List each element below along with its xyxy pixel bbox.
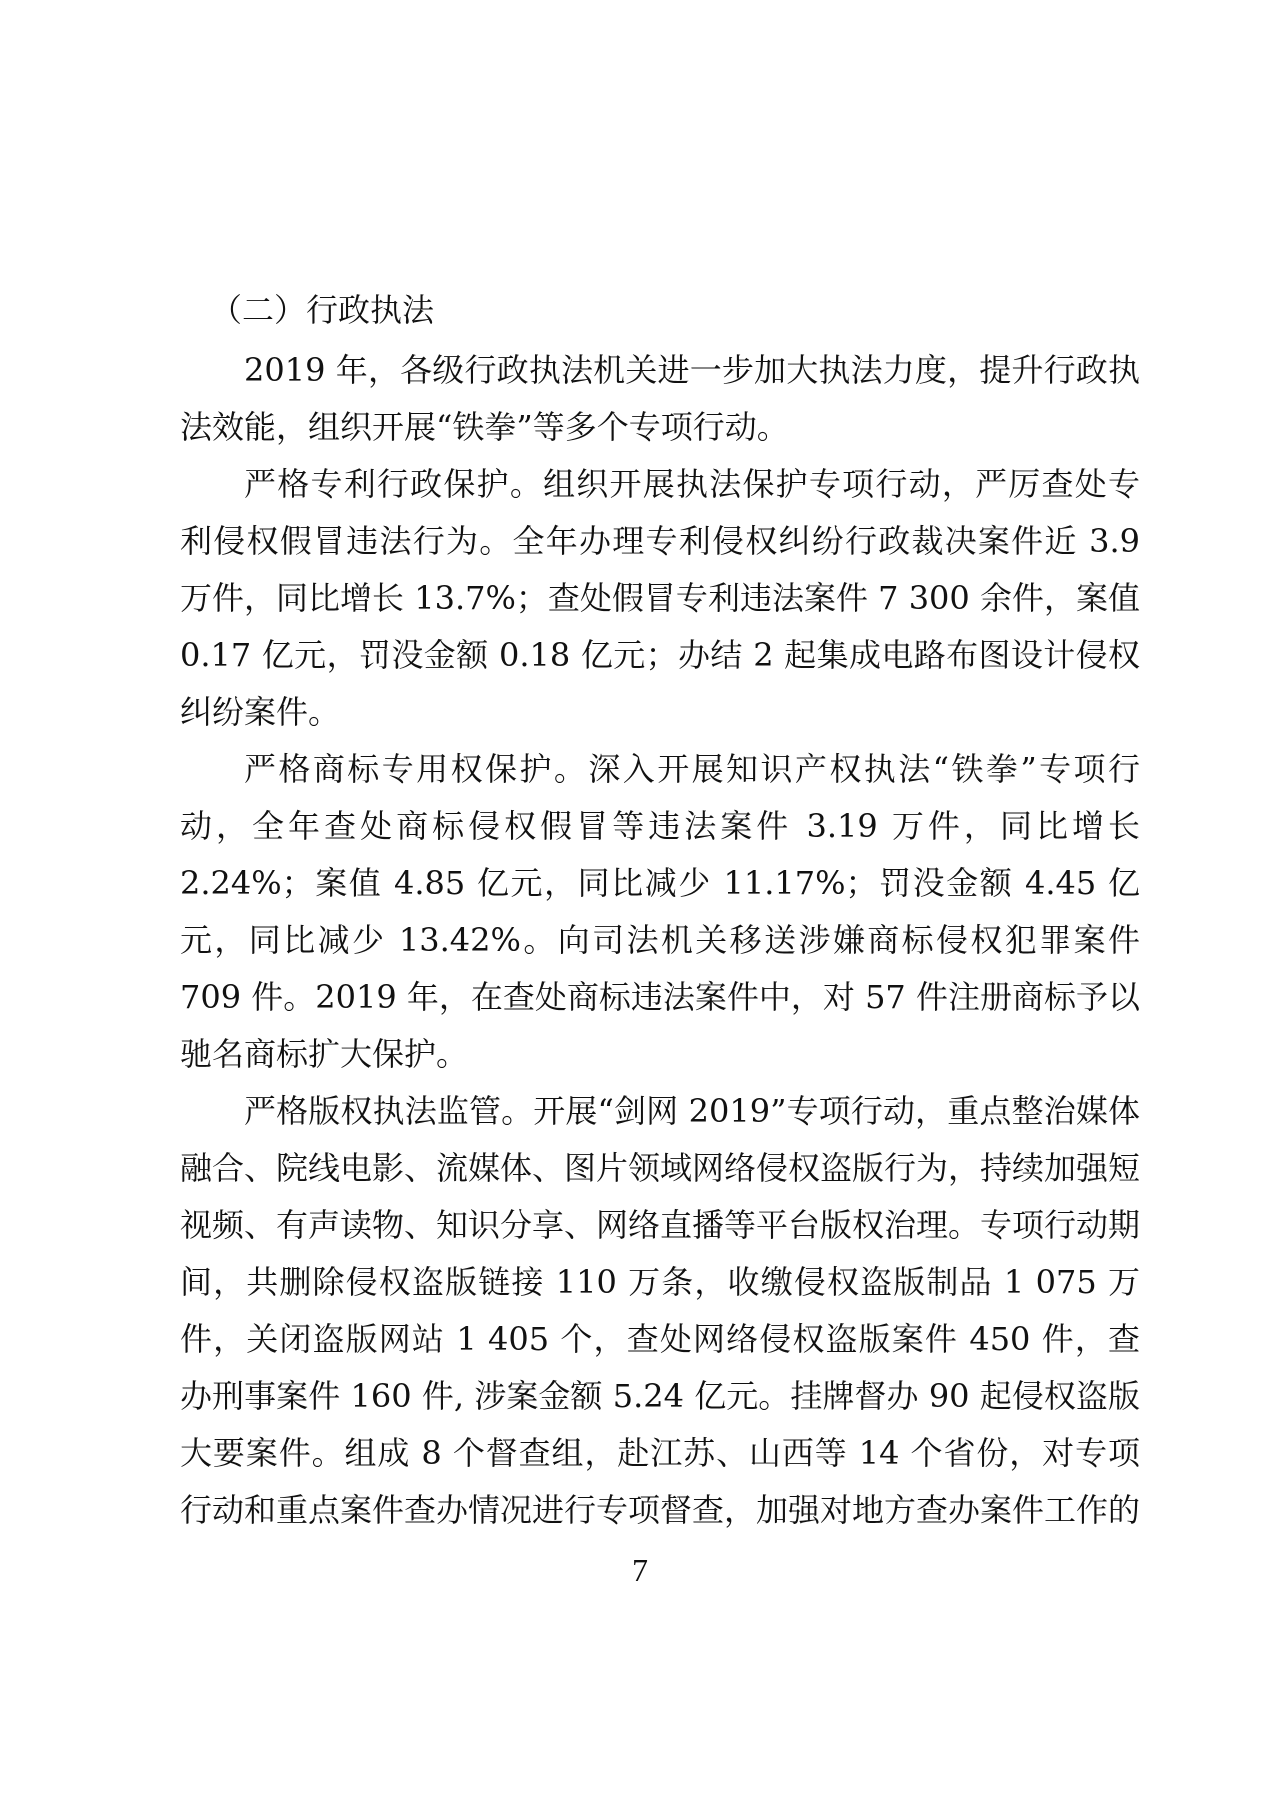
paragraph-text: 组织开展执法保护专项行动，严厉查处专利侵权假冒违法行为。全年办理专利侵权纠纷行政裁决案件近 3.9 万件，同比增长 13.7%；查处假冒专利违法案件 7 300 余件，案值 0.17 亿元，罚没金额 0.18 亿元；办结 2 起集成电路布图设计侵权纠纷案件。 [180, 465, 1140, 731]
paragraph-trademark [180, 741, 1140, 1083]
paragraph-text: 开展“剑网 2019”专项行动，重点整治媒体融合、院线电影、流媒体、图片领域网络侵权盗版行为，持续加强短视频、有声读物、知识分享、网络直播等平台版权治理。专项行动期间，共删除侵权盗版链接 110 万条，收缴侵权盗版制品 1 075 万件，关闭盗版网站 1 405 个，查处网络侵权盗版案件 450 件，查办刑事案件 160 件, 涉案金额 5.24 亿元。挂牌督办 90 起侵权盗版大要案件。组成 8 个督查组，赴江苏、山西等 14 个省份，对专项行动和重点案件查办情况进行专项督查，加强对地方查办案件工作的 [180, 1092, 1141, 1529]
paragraph-text: 深入开展知识产权执法“铁拳”专项行动，全年查处商标侵权假冒等违法案件 3.19 万件，同比增长 2.24%；案值 4.85 亿元，同比减少 11.17%；罚没金额 4.45 亿元，同比减少 13.42%。向司法机关移送涉嫌商标侵权犯罪案件 709 件。2019 年，在查处商标违法案件中，对 57 件注册商标予以驰名商标扩大保护。 [180, 750, 1140, 1073]
paragraph-lead: 严格商标专用权保护。 [244, 750, 589, 788]
paragraph-copyright [180, 1083, 1140, 1539]
document-body [180, 282, 1140, 1539]
paragraph-intro [180, 342, 1140, 456]
section-heading: （二）行政执法 [210, 291, 435, 329]
page-number: 7 [632, 1552, 648, 1588]
paragraph-patent [180, 456, 1140, 741]
paragraph-lead: 严格版权执法监管。 [244, 1092, 534, 1130]
paragraph-lead: 严格专利行政保护。 [244, 465, 544, 503]
paragraph-text: 2019 年，各级行政执法机关进一步加大执法力度，提升行政执法效能，组织开展“铁拳”等多个专项行动。 [180, 351, 1140, 446]
